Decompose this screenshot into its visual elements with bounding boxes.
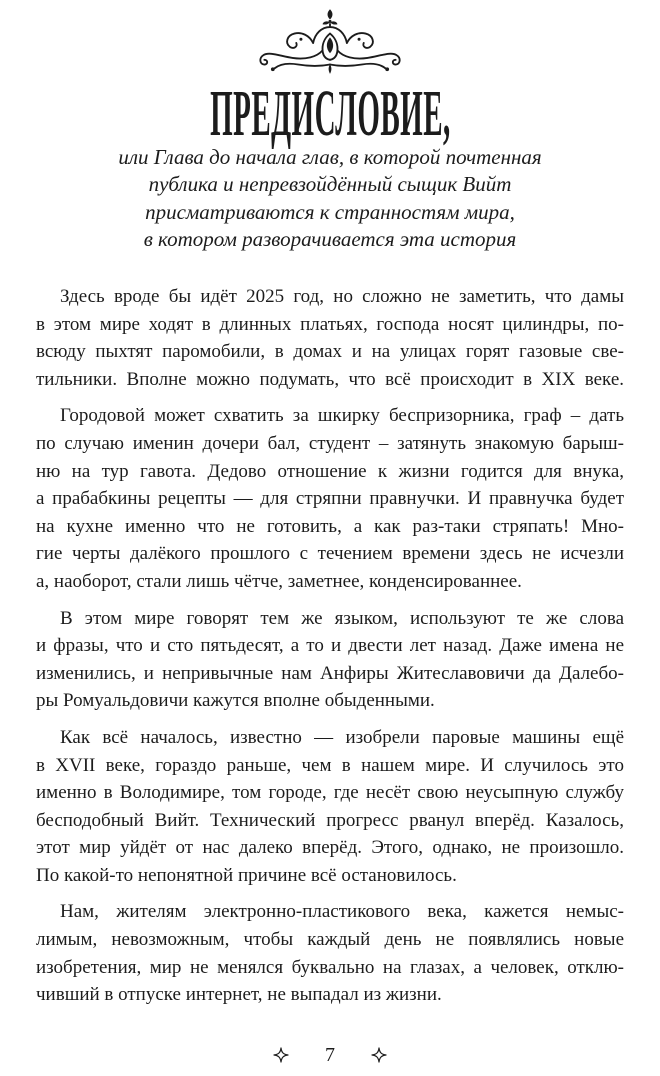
text-line: изобретения, мир не менялся буквально на глазах, а человек, отклю-: [36, 956, 624, 978]
paragraph: [36, 283, 624, 393]
chapter-subtitle: [0, 144, 660, 253]
text-line: гие черты далёкого прошлого с течением времени здесь не исчезли: [36, 543, 624, 565]
text-line: Нам, жителям электронно-пластикового века, кажется немыс-: [60, 901, 624, 923]
text-line: именно в Володимире, том городе, где несёт свою неусыпную службу: [36, 782, 624, 804]
subtitle-line: в котором разворачивается эта история: [143, 226, 517, 251]
text-line: лимым, невозможным, чтобы каждый день не появлялись новые: [36, 929, 624, 951]
text-line: Как всё началось, известно — изобрели паровые машины ещё: [60, 726, 624, 748]
body-text: [36, 283, 624, 1009]
text-line: этот мир уйдёт от нас далеко вперёд. Этого, однако, не произошло.: [36, 837, 624, 859]
subtitle-line: присматриваются к странностям мира,: [145, 199, 515, 224]
text-line: тильники. Вполне можно подумать, что всё происходит в XIX веке.: [36, 368, 624, 390]
page-footer: [0, 1043, 660, 1067]
text-line: ры Ромуальдовичи кажутся вполне обыденными.: [36, 690, 435, 712]
text-line: а, наоборот, стали лишь чётче, заметнее, конденсированнее.: [36, 570, 522, 592]
text-line: В этом мире говорят тем же языком, используют те же слова: [60, 607, 624, 629]
text-line: ню на тур гавота. Дедово отношение к жизни годится для внука,: [36, 460, 624, 482]
paragraph: [36, 724, 624, 890]
text-line: Городовой может схватить за шкирку беспризорника, граф – дать: [60, 405, 624, 427]
text-line: По какой-то непонятной причине всё остановилось.: [36, 864, 457, 886]
text-line: бесподобный Вийт. Технический прогресс рванул вперёд. Казалось,: [36, 809, 624, 831]
text-line: изменились, и непривычные нам Анфиры Житеславовичи да Далебо-: [36, 662, 624, 684]
paragraph: [36, 898, 624, 1008]
four-point-star-icon: [371, 1047, 387, 1063]
paragraph: [36, 605, 624, 715]
subtitle-line: или Глава до начала глав, в которой почтенная: [118, 145, 542, 169]
text-line: на кухне именно что не готовить, а как раз-таки стряпать! Мно-: [36, 515, 624, 537]
chapter-heading: [0, 78, 660, 150]
text-line: чивший в отпуске интернет, не выпадал из жизни.: [36, 984, 442, 1006]
page-number: 7: [325, 1044, 335, 1066]
paragraph: [36, 402, 624, 595]
text-line: в этом мире ходят в длинных платьях, господа носят цилиндры, по-: [36, 313, 624, 335]
subtitle-line: публика и непревзойдённый сыщик Вийт: [148, 172, 512, 197]
text-line: и фразы, что и сто пятьдесят, а то и двести лет назад. Даже имена не: [36, 635, 624, 657]
vignette-flourish-icon: [255, 8, 405, 76]
text-line: по случаю именин дочери бал, студент – затянуть знакомую барыш-: [36, 432, 624, 454]
text-line: а прабабкины рецепты — для стряпни правнучки. И правнучка будет: [36, 488, 624, 510]
text-line: Здесь вроде бы идёт 2025 год, но сложно не заметить, что дамы: [60, 286, 624, 307]
four-point-star-icon: [273, 1047, 289, 1063]
text-line: в XVII веке, гораздо раньше, чем в нашем мире. И случилось это: [36, 754, 624, 776]
text-line: всюду пыхтят паромобили, в домах и на улицах горят газовые све-: [36, 341, 624, 363]
chapter-title: ПРЕДИСЛОВИЕ,: [209, 77, 451, 150]
